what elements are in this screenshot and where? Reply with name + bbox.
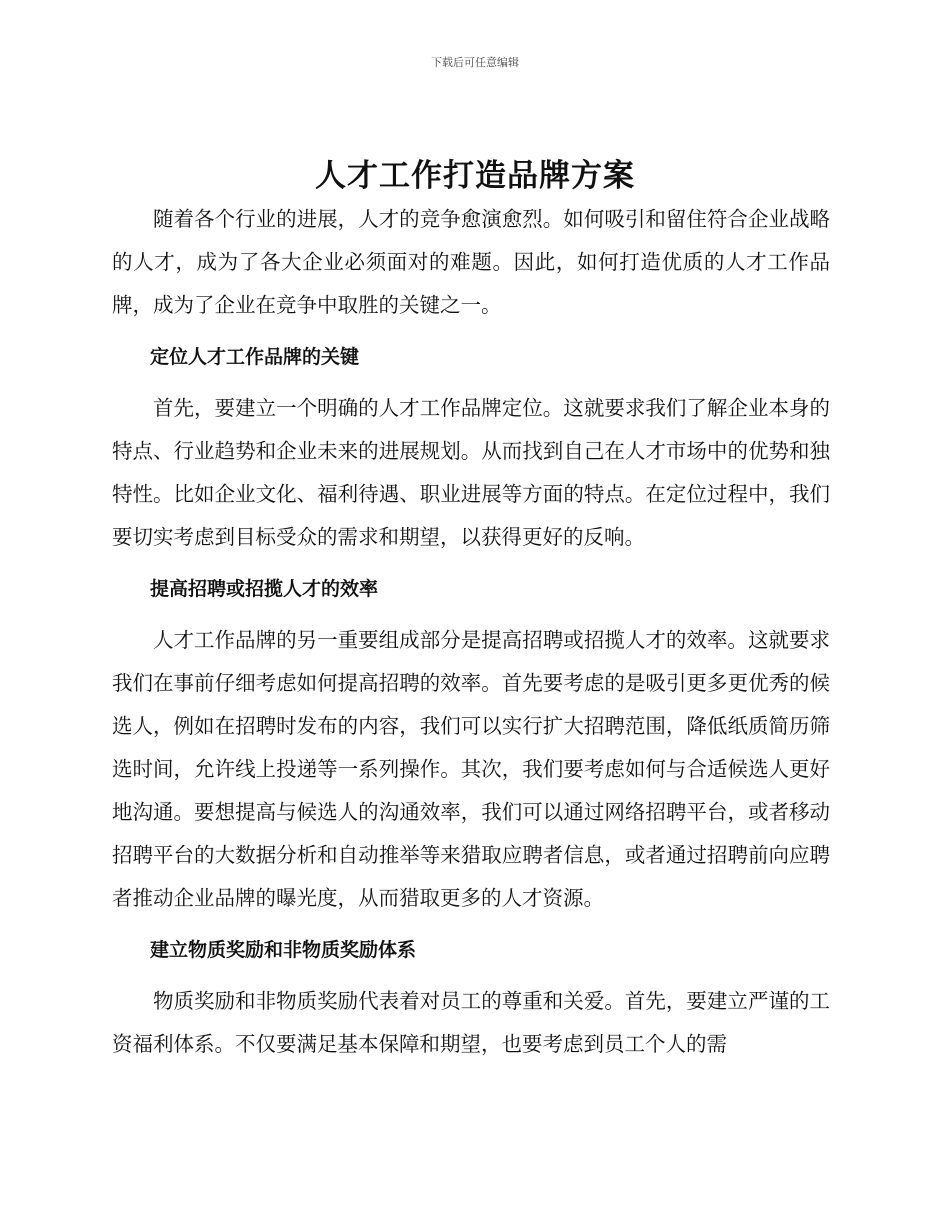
section-heading-reward-system: 建立物质奖励和非物质奖励体系 [150,939,417,961]
document-title: 人才工作打造品牌方案 [315,158,635,194]
section-body-recruiting-efficiency: 人才工作品牌的另一重要组成部分是提高招聘或招揽人才的效率。这就要求我们在事前仔细考虑如何提高招聘的效率。首先要考虑的是吸引更多更优秀的候选人，例如在招聘时发布的内容，我们可以实行扩大招聘范围，降低纸质简历筛选时间，允许线上投递等一系列操作。其次，我们要考虑如何与合适候选人更好地沟通。要想提高与候选人的沟通效率，我们可以通过网络招聘平台，或者移动招聘平台的大数据分析和自动推举等来猎取应聘者信息，或者通过招聘前向应聘者推动企业品牌的曝光度，从而猎取更多的人才资源。 [112,628,830,910]
section-body-positioning: 首先，要建立一个明确的人才工作品牌定位。这就要求我们了解企业本身的特点、行业趋势和企业未来的进展规划。从而找到自己在人才市场中的优势和独特性。比如企业文化、福利待遇、职业进展等方面的特点。在定位过程中，我们要切实考虑到目标受众的需求和期望，以获得更好的反响。 [112,396,830,549]
section-body-reward-system: 物质奖励和非物质奖励代表着对员工的尊重和关爱。首先，要建立严谨的工资福利体系。不仅要满足基本保障和期望，也要考虑到员工个人的需 [112,989,830,1056]
intro-paragraph: 随着各个行业的进展，人才的竞争愈演愈烈。如何吸引和留住符合企业战略的人才，成为了各大企业必须面对的难题。因此，如何打造优质的人才工作品牌，成为了企业在竞争中取胜的关键之一。 [112,207,830,317]
section-heading-positioning: 定位人才工作品牌的关键 [150,346,360,368]
section-heading-recruiting-efficiency: 提高招聘或招揽人才的效率 [150,578,379,600]
document-body [112,198,830,1066]
page-header-note: 下载后可任意编辑 [431,56,519,69]
